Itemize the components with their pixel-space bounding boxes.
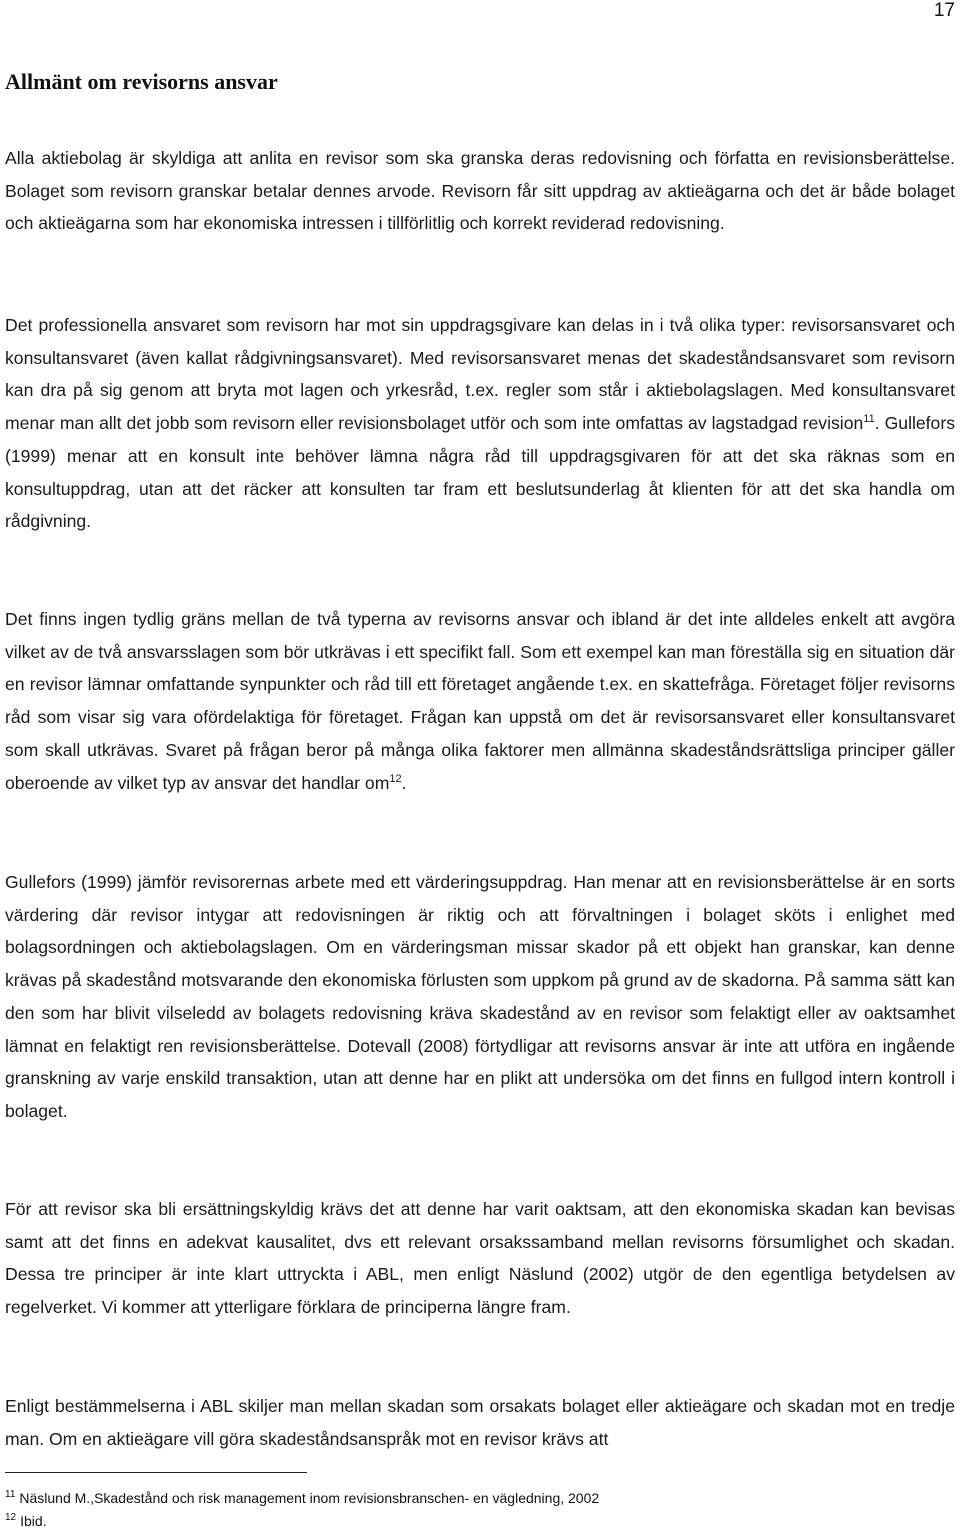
footnote-mark: 11	[5, 1489, 16, 1501]
paragraph-3-part-a: Det finns ingen tydlig gräns mellan de två typerna av revisorns ansvar och ibland är det inte alldeles enkelt att avgöra vilket av de två ansvarsslagen som bör utkrävas i ett specifikt fall. Som ett exempel kan man föreställa sig en situation där en revisor lämnar omfattande synpunkter och råd till ett företaget angående t.ex. en skattefråga. Företaget följer revisorns råd som visar sig vara ofördelaktiga för företaget. Frågan kan uppstå om det är revisorsansvaret eller konsultansvaret som skall utkrävas. Svaret på frågan beror på många olika faktorer men allmänna skadeståndsrättsliga principer gäller oberoende av vilket typ av ansvar det handlar om	[5, 609, 955, 793]
footnote-divider	[5, 1472, 307, 1473]
paragraph-2-part-a: Det professionella ansvaret som revisorn har mot sin uppdragsgivare kan delas in i två olika typer: revisorsansvaret och konsultansvaret (även kallat rådgivningsansvaret). Med revisorsansvaret menas det skadeståndsansvaret som revisorn kan dra på sig genom att bryta mot lagen och yrkesråd, t.ex. regler som står i aktiebolagslagen. Med konsultansvaret menar man allt det jobb som revisorn eller revisionsbolaget utför och som inte omfattas av lagstadgad revision	[5, 315, 955, 434]
footnote-mark: 12	[5, 1512, 17, 1524]
paragraph-2	[5, 309, 955, 538]
footnote-text: Ibid.	[20, 1513, 47, 1529]
footnote-12	[5, 1512, 47, 1530]
paragraph-6: Enligt bestämmelserna i ABL skiljer man mellan skadan som orsakats bolaget eller aktieägare och skadan mot en tredje man. Om en aktieägare vill göra skadeståndsanspråk mot en revisor krävs att	[5, 1396, 955, 1449]
section-heading: Allmänt om revisorns ansvar	[5, 69, 278, 94]
paragraph-3	[5, 603, 955, 799]
footnote-text: Näslund M.,Skadestånd och risk management inom revisionsbranschen- en vägledning, 2002	[19, 1490, 600, 1506]
footnote-ref-11[interactable]: 11	[863, 413, 875, 426]
paragraph-1: Alla aktiebolag är skyldiga att anlita en revisor som ska granska deras redovisning och författa en revisionsberättelse. Bolaget som revisorn granskar betalar dennes arvode. Revisorn får sitt uppdrag av aktieägarna och det är både bolaget och aktieägarna som har ekonomiska intressen i tillförlitlig och korrekt reviderad redovisning.	[5, 148, 955, 234]
footnote-11	[5, 1489, 599, 1507]
paragraph-4: Gullefors (1999) jämför revisorernas arbete med ett värderingsuppdrag. Han menar att en revisionsberättelse är en sorts värdering där revisor intygar att redovisningen är riktig och att förvaltningen i bolaget sköts i enlighet med bolagsordningen och aktiebolagslagen. Om en värderingsman missar skador på ett objekt han granskar, kan denne krävas på skadestånd motsvarande den ekonomiska förlusten som uppkom på grund av de skadorna. På samma sätt kan den som har blivit vilseledd av bolagets redovisning kräva skadestånd av en revisor som felaktigt eller av oaktsamhet lämnat en felaktigt ren revisionsberättelse. Dotevall (2008) förtydligar att revisorns ansvar är inte att utföra en ingående granskning av varje enskild transaktion, utan att denne har en plikt att undersöka om det finns en fullgod intern kontroll i bolaget.	[5, 872, 955, 1121]
footnote-ref-12[interactable]: 12	[389, 772, 402, 785]
paragraph-3-part-b: .	[401, 772, 407, 793]
page-number: 17	[933, 0, 955, 21]
paragraph-5: För att revisor ska bli ersättningskyldig krävs det att denne har varit oaktsam, att den ekonomiska skadan kan bevisas samt att det finns en adekvat kausalitet, dvs ett relevant orsakssamband mellan revisorns försumlighet och skadan. Dessa tre principer är inte klart uttryckta i ABL, men enligt Näslund (2002) utgör de den egentliga betydelsen av regelverket. Vi kommer att ytterligare förklara de principerna längre fram.	[5, 1199, 955, 1318]
paragraph-2-part-b: . Gullefors (1999) menar att en konsult inte behöver lämna några råd till uppdragsgivaren för att det ska räknas som en konsultuppdrag, utan att det räcker att konsulten tar fram ett beslutsunderlag åt klienten för att det ska handla om rådgivning.	[5, 413, 955, 532]
